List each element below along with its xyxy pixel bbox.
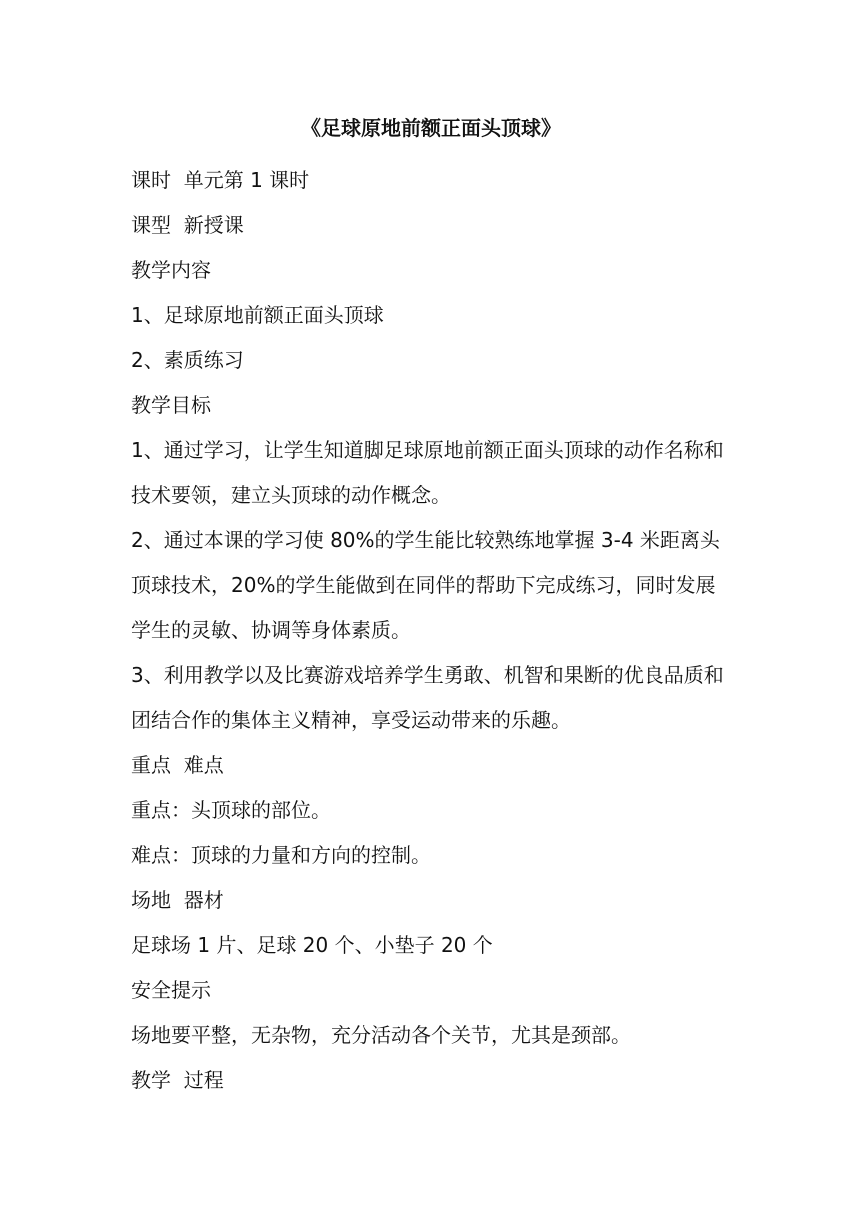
equipment-line: 足球场 1 片、足球 20 个、小垫子 20 个 [131, 933, 493, 957]
key-point-line: 重点：头顶球的部位。 [131, 798, 331, 822]
lesson-type-line: 课型 新授课 [131, 213, 244, 237]
goal-item-2: 2、通过本课的学习使 80%的学生能比较熟练地掌握 3-4 米距离头顶球技术，20%的学生能做到在同伴的帮助下完成练习，同时发展学生的灵敏、协调等身体素质。 [131, 528, 720, 642]
document-title: 《足球原地前额正面头顶球》 [301, 116, 561, 140]
safety-tips-heading: 安全提示 [131, 978, 211, 1002]
teaching-goals-heading: 教学目标 [131, 393, 211, 417]
document-content [131, 112, 731, 1103]
key-difficulty-heading: 重点 难点 [131, 753, 224, 777]
difficulty-line: 难点：顶球的力量和方向的控制。 [131, 843, 431, 867]
teaching-content-heading: 教学内容 [131, 258, 211, 282]
lesson-hours-line: 课时 单元第 1 课时 [131, 168, 310, 192]
teaching-process-heading: 教学 过程 [131, 1068, 224, 1092]
goal-item-3: 3、利用教学以及比赛游戏培养学生勇敢、机智和果断的优良品质和团结合作的集体主义精神，享受运动带来的乐趣。 [131, 663, 724, 732]
goal-item-1: 1、通过学习，让学生知道脚足球原地前额正面头顶球的动作名称和技术要领，建立头顶球的动作概念。 [131, 438, 724, 507]
safety-tips-line: 场地要平整，无杂物，充分活动各个关节，尤其是颈部。 [131, 1023, 631, 1047]
content-item-1: 1、足球原地前额正面头顶球 [131, 303, 384, 327]
content-item-2: 2、素质练习 [131, 348, 244, 372]
venue-equipment-heading: 场地 器材 [131, 888, 224, 912]
